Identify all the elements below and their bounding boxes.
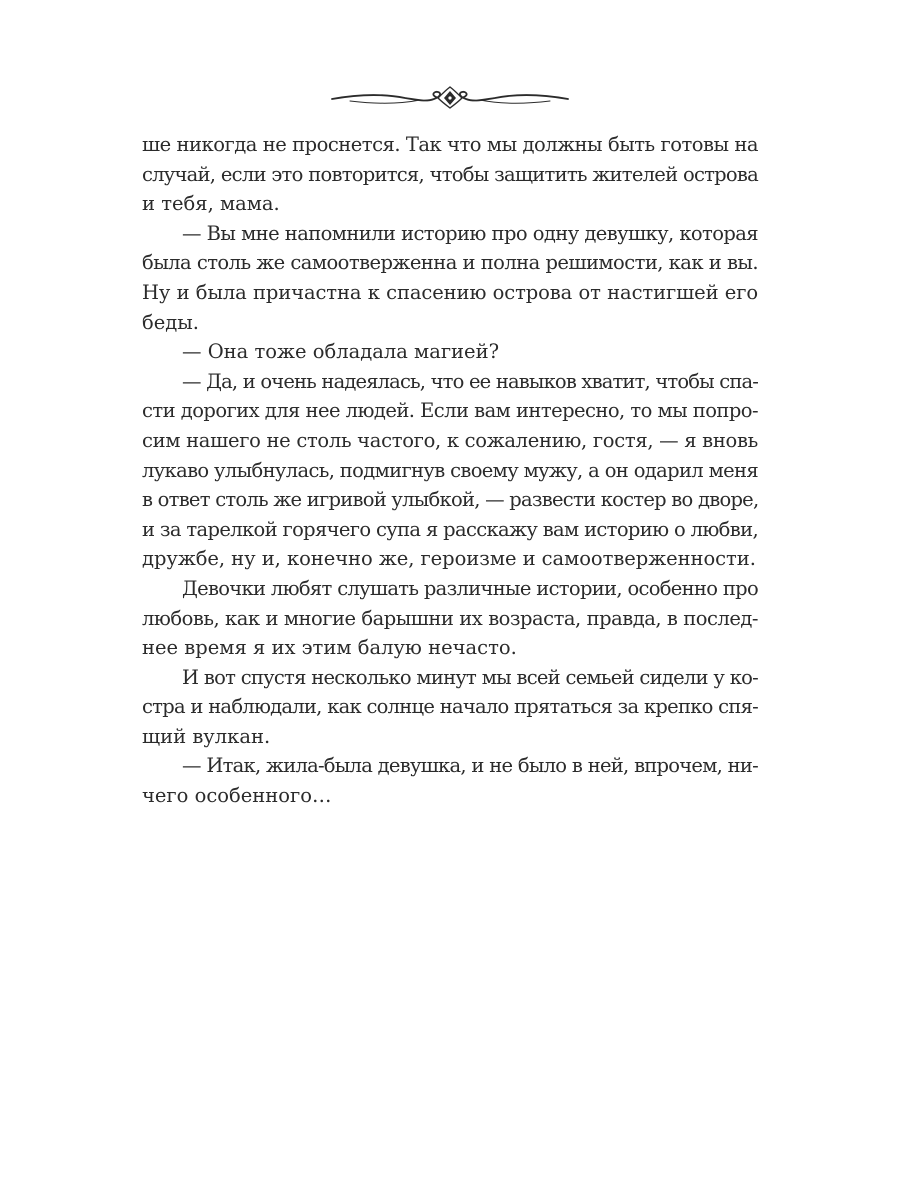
text-line: — Она тоже обладала магией? (182, 340, 500, 364)
text-line: в ответ столь же игривой улыбкой, — развести костер во дворе, (142, 488, 759, 512)
text-line: Ну и была причастна к спасению острова от настигшей его (142, 280, 758, 304)
paragraph (142, 130, 758, 219)
paragraph (142, 751, 758, 810)
text-line: — Итак, жила-была девушка, и не было в ней, впрочем, ни- (182, 754, 758, 778)
text-line: щий вулкан. (142, 724, 271, 748)
text-line: сим нашего не столь частого, к сожалению, гостя, — я вновь (142, 428, 758, 452)
text-line: ше никогда не проснется. Так что мы должны быть готовы на (142, 133, 758, 156)
text-line: — Вы мне напомнили историю про одну девушку, которая (182, 221, 758, 245)
text-line: лукаво улыбнулась, подмигнув своему мужу, а он одарил меня (142, 458, 758, 482)
text-line: стра и наблюдали, как солнце начало прятаться за крепко спя- (142, 695, 758, 719)
text-line: случай, если это повторится, чтобы защитить жителей острова (142, 162, 758, 186)
text-line: И вот спустя несколько минут мы всей семьей сидели у ко- (182, 665, 758, 689)
text-line: и за тарелкой горячего супа я расскажу вам историю о любви, (142, 517, 758, 541)
paragraph (142, 219, 758, 337)
text-line: беды. (142, 310, 200, 334)
flourish-divider-icon (330, 82, 570, 112)
text-line: сти дорогих для нее людей. Если вам интересно, то мы попро- (142, 399, 758, 423)
text-line: Девочки любят слушать различные истории, особенно про (182, 576, 758, 600)
paragraph (142, 337, 758, 367)
body-text (142, 130, 758, 811)
text-line: чего особенного… (142, 784, 332, 808)
paragraph (142, 663, 758, 752)
text-line: — Да, и очень надеялась, что ее навыков хватит, чтобы спа- (182, 369, 758, 393)
paragraph (142, 367, 758, 574)
text-line: нее время я их этим балую нечасто. (142, 636, 517, 660)
paragraph (142, 574, 758, 663)
text-line: любовь, как и многие барышни их возраста, правда, в послед- (142, 606, 758, 630)
text-line: и тебя, мама. (142, 192, 280, 216)
text-line: дружбе, ну и, конечно же, героизме и самоотверженности. (142, 547, 756, 571)
text-line: была столь же самоотверженна и полна решимости, как и вы. (142, 251, 758, 275)
